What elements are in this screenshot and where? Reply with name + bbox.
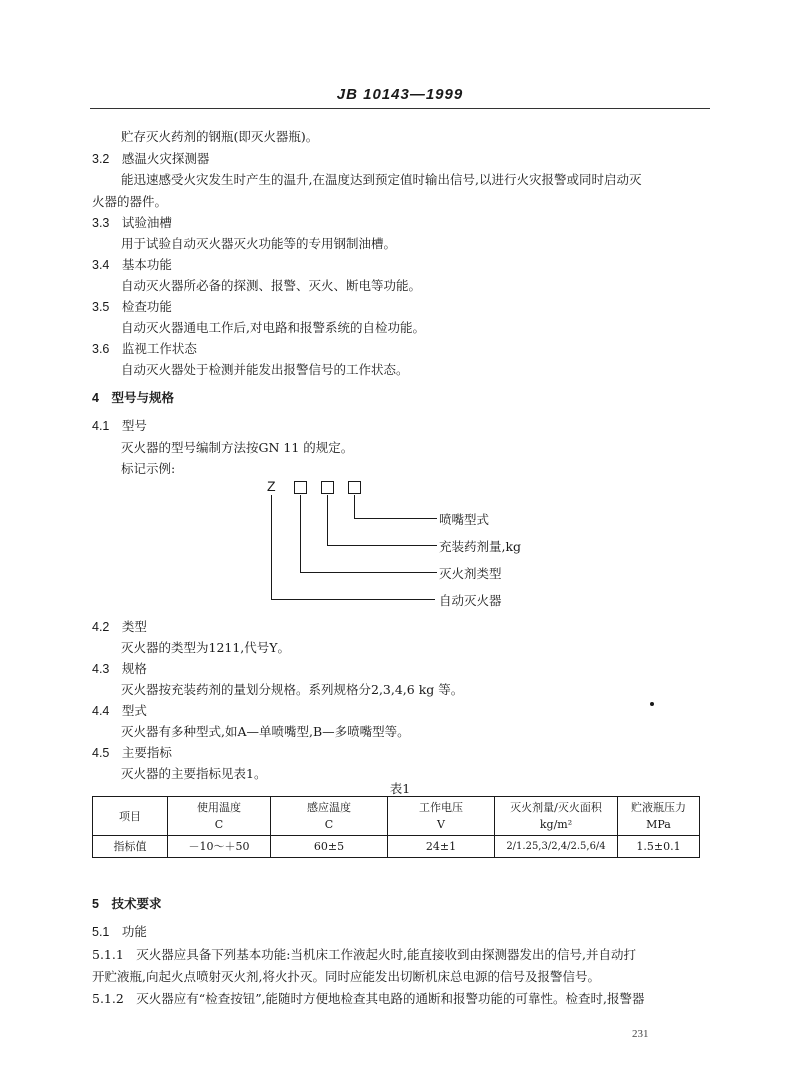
table-cell: 60±5 — [271, 836, 388, 858]
section-heading-5-1: 5.1 功能 — [92, 925, 147, 939]
header-unit: C — [324, 818, 334, 831]
text-line: 标记示例: — [121, 461, 176, 476]
table-header-cell — [495, 797, 618, 836]
leader-line — [327, 545, 437, 546]
section-heading-4-3: 4.3 规格 — [92, 662, 147, 676]
leader-line — [327, 495, 328, 546]
section-heading-3-2: 3.2 感温火灾探测器 — [92, 152, 210, 166]
header-label: 贮液瓶压力 — [631, 801, 686, 814]
table-header-cell — [388, 797, 495, 836]
placeholder-box — [294, 481, 307, 494]
table-header-row — [93, 797, 700, 836]
text-line: 开贮液瓶,向起火点喷射灭火剂,将火扑灭。同时应能发出切断机床总电源的信号及报警信号。 — [92, 969, 600, 984]
diagram-label-nozzle-type: 喷嘴型式 — [439, 512, 490, 527]
text-line: 用于试验自动灭火器灭火功能等的专用钢制油槽。 — [121, 236, 397, 251]
text-line: 自动灭火器所必备的探测、报警、灭火、断电等功能。 — [121, 278, 422, 293]
table-caption: 表1 — [389, 781, 411, 796]
model-designation-diagram — [255, 478, 555, 608]
table-header-cell — [271, 797, 388, 836]
placeholder-box — [321, 481, 334, 494]
text-line: 贮存灭火药剂的钢瓶(即灭火器瓶)。 — [121, 129, 319, 144]
leader-line — [354, 518, 437, 519]
text-line: 自动灭火器通电工作后,对电路和报警系统的自检功能。 — [121, 320, 425, 335]
header-label: 项目 — [119, 809, 141, 823]
leader-line — [300, 495, 301, 573]
leader-line — [271, 495, 272, 600]
text-line: 火器的器件。 — [92, 194, 168, 209]
table-cell: 1.5±0.1 — [618, 836, 700, 858]
header-rule — [90, 108, 710, 109]
text-line: 灭火器有多种型式,如A—单喷嘴型,B—多喷嘴型等。 — [121, 724, 410, 739]
section-heading-4-1: 4.1 型号 — [92, 419, 147, 433]
page-number: 231 — [632, 1028, 649, 1040]
text-line: 能迅速感受火灾发生时产生的温升,在温度达到预定值时输出信号,以进行火灾报警或同时启动灭 — [121, 172, 642, 187]
section-heading-4-2: 4.2 类型 — [92, 620, 147, 634]
section-heading-5: 5 技术要求 — [92, 897, 162, 911]
text-line: 灭火器的主要指标见表1。 — [121, 766, 267, 781]
document-code-header: JB 10143—1999 — [336, 86, 464, 103]
section-heading-4: 4 型号与规格 — [92, 391, 174, 405]
header-label: 灭火剂量/灭火面积 — [510, 801, 602, 814]
leader-line — [300, 572, 437, 573]
header-unit: kg/m² — [539, 818, 573, 831]
text-line: 5.1.1 灭火器应具备下列基本功能:当机床工作液起火时,能直接收到由探测器发出的信号,并自动打 — [92, 947, 636, 962]
text-line: 灭火器的型号编制方法按GN 11 的规定。 — [121, 440, 354, 455]
text-line: 自动灭火器处于检测并能发出报警信号的工作状态。 — [121, 362, 409, 377]
table-header-cell — [93, 797, 168, 836]
table-header-cell — [618, 797, 700, 836]
header-unit: C — [214, 818, 224, 831]
header-label: 感应温度 — [307, 801, 351, 814]
leader-line — [354, 495, 355, 519]
leader-line — [271, 599, 435, 600]
diagram-label-automatic-extinguisher: 自动灭火器 — [439, 593, 502, 608]
table-cell: 2/1.25,3/2,4/2.5,6/4 — [495, 836, 618, 858]
section-heading-3-4: 3.4 基本功能 — [92, 258, 172, 272]
text-line: 灭火器按充装药剂的量划分规格。系列规格分2,3,4,6 kg 等。 — [121, 682, 464, 697]
header-label: 工作电压 — [419, 801, 463, 814]
header-unit: MPa — [646, 818, 671, 831]
table-header-cell — [168, 797, 271, 836]
diagram-label-agent-type: 灭火剂类型 — [439, 566, 502, 581]
table-row — [93, 836, 700, 858]
header-unit: V — [437, 818, 445, 831]
table-cell: －10～＋50 — [168, 836, 271, 858]
section-heading-4-5: 4.5 主要指标 — [92, 746, 172, 760]
text-line: 灭火器的类型为1211,代号Y。 — [121, 640, 291, 655]
placeholder-box — [348, 481, 361, 494]
section-heading-3-5: 3.5 检查功能 — [92, 300, 172, 314]
section-heading-3-6: 3.6 监视工作状态 — [92, 342, 197, 356]
section-heading-4-4: 4.4 型式 — [92, 704, 147, 718]
diagram-label-charge-amount: 充装药剂量,kg — [439, 539, 522, 554]
diagram-prefix: Z — [267, 478, 276, 494]
section-heading-3-3: 3.3 试验油槽 — [92, 216, 172, 230]
stray-mark — [650, 702, 654, 706]
table-cell: 指标值 — [93, 836, 168, 858]
text-line: 5.1.2 灭火器应有“检查按钮”,能随时方便地检查其电路的通断和报警功能的可靠性。检查时,报警器 — [92, 991, 645, 1006]
specification-table — [92, 796, 700, 858]
header-label: 使用温度 — [197, 801, 241, 814]
table-cell: 24±1 — [388, 836, 495, 858]
